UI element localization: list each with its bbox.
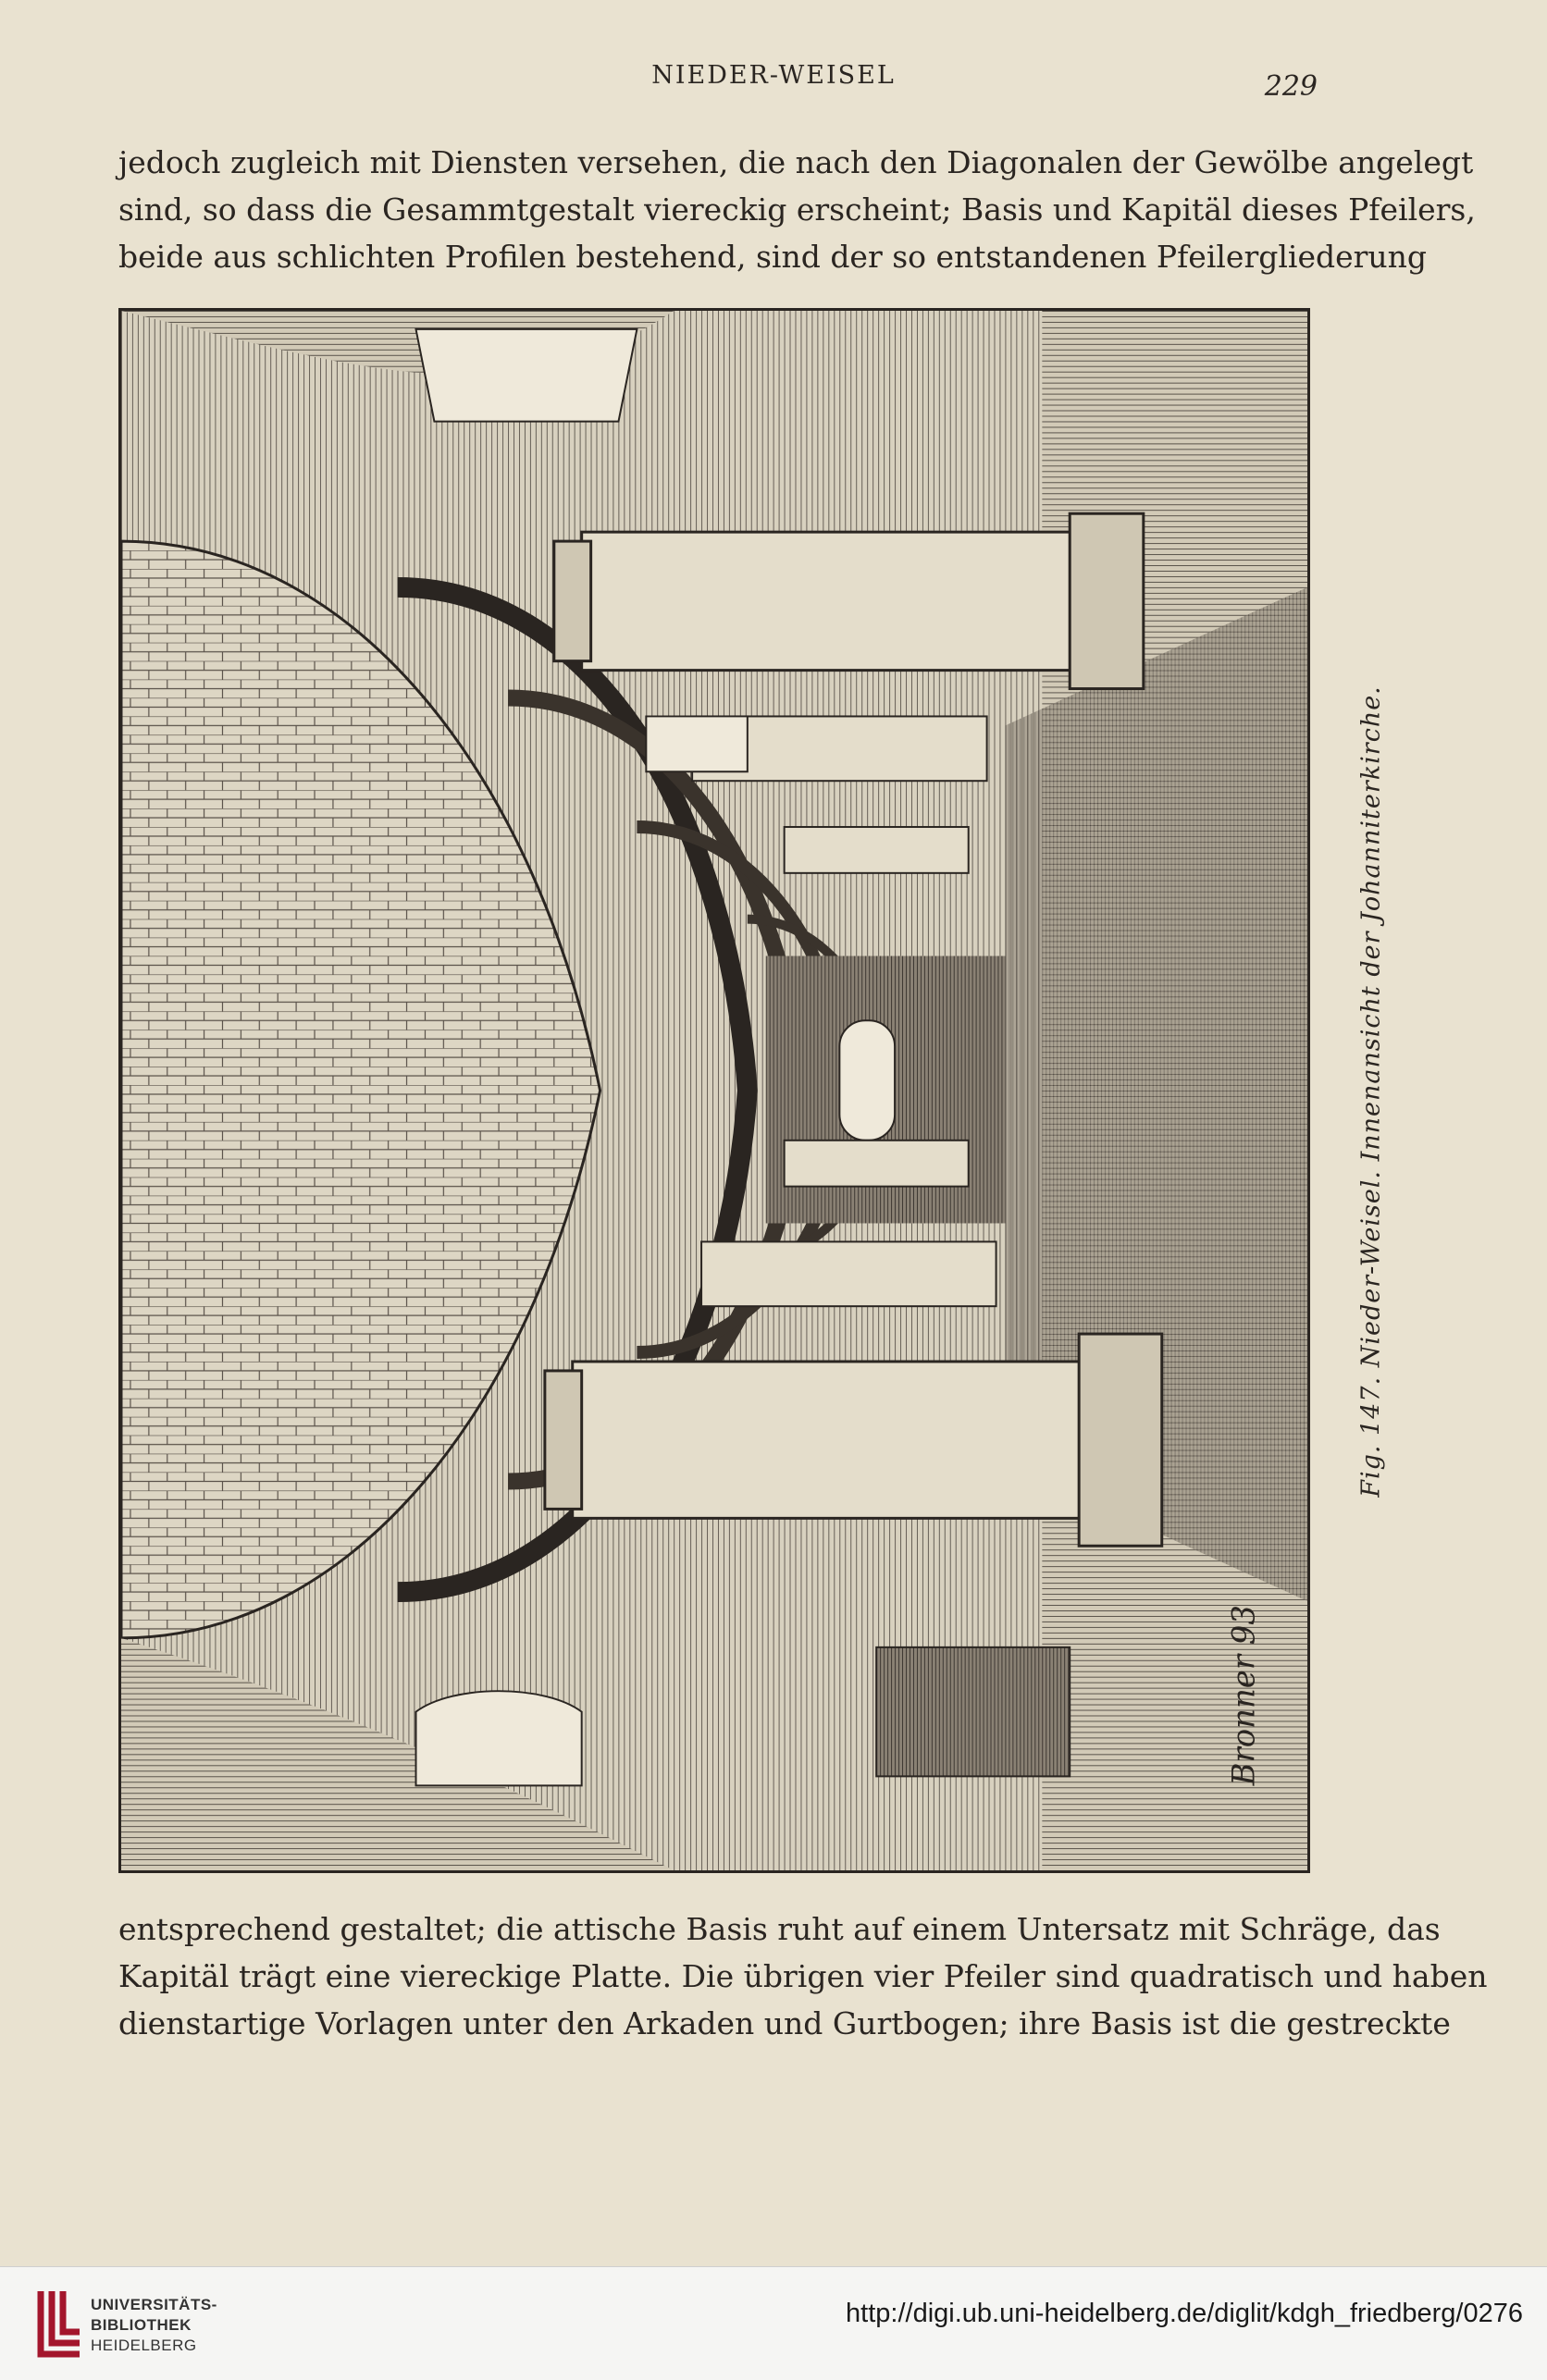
figure-caption bbox=[1353, 351, 1390, 1831]
text-line: sind, so dass die Gesammtgestalt viereckig erscheint; Basis und Kapitäl dieses Pfeilers, bbox=[118, 191, 1476, 228]
text-line: beide aus schlichten Profilen bestehend, sind der so entstandenen Pfeilergliederung bbox=[118, 239, 1428, 275]
paragraph-top bbox=[118, 139, 1476, 280]
library-footer bbox=[0, 2266, 1547, 2380]
text-line: Kapitäl trägt eine viereckige Platte. Die übrigen vier Pfeiler sind quadratisch und haben bbox=[118, 1958, 1488, 1994]
church-interior-engraving bbox=[121, 311, 1307, 1870]
running-title: NIEDER-WEISEL bbox=[651, 61, 896, 90]
page-number: 229 bbox=[1264, 70, 1318, 103]
text-line: entsprechend gestaltet; die attische Basis ruht auf einem Untersatz mit Schräge, das bbox=[118, 1911, 1441, 1947]
library-logo-icon bbox=[37, 2288, 83, 2358]
caption-text: Fig. 147. Nieder-Weisel. Innenansicht der Johanniterkirche. bbox=[1356, 685, 1386, 1498]
engraving-figure bbox=[118, 308, 1310, 1873]
permalink-url[interactable]: http://digi.ub.uni-heidelberg.de/diglit/kdgh_friedberg/0276 bbox=[846, 2299, 1523, 2328]
text-line: dienstartige Vorlagen unter den Arkaden und Gurtbogen; ihre Basis ist die gestreckte bbox=[118, 2005, 1451, 2041]
paragraph-bottom bbox=[118, 1905, 1488, 2047]
library-name: UNIVERSITÄTS- BIBLIOTHEK HEIDELBERG bbox=[91, 2296, 217, 2354]
artist-signature: Bronner 93 bbox=[1225, 1605, 1262, 1786]
text-line: jedoch zugleich mit Diensten versehen, die nach den Diagonalen der Gewölbe angelegt bbox=[118, 144, 1474, 180]
